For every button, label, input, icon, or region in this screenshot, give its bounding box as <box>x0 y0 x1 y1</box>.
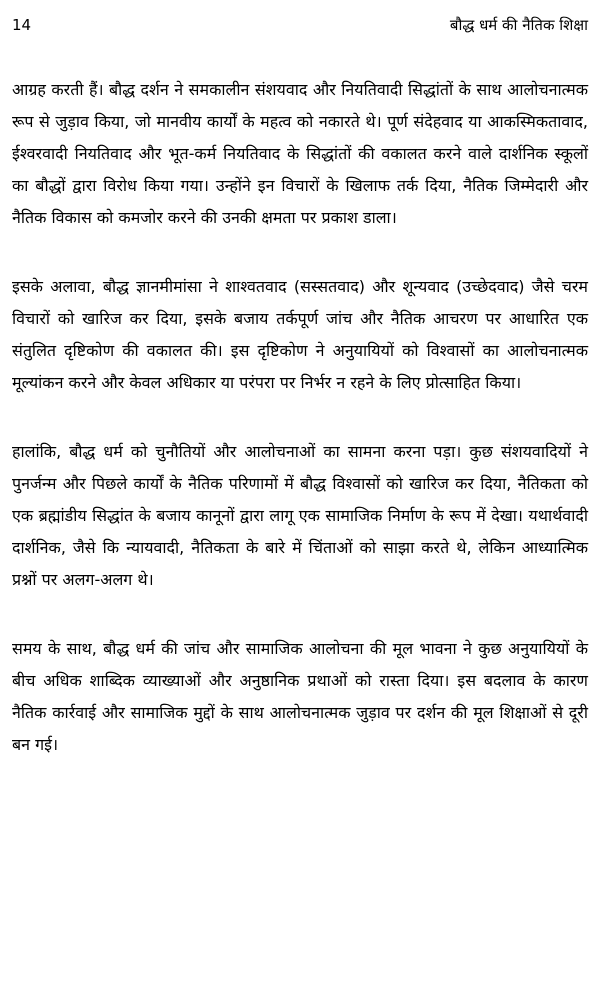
page-header <box>12 14 588 36</box>
paragraph-2: इसके अलावा, बौद्ध ज्ञानमीमांसा ने शाश्वतवाद (सस्सतवाद) और शून्यवाद (उच्छेदवाद) जैसे चरम विचारों को खारिज कर दिया, इसके बजाय तर्कपूर्ण जांच और नैतिक आचरण पर आधारित एक संतुलित दृष्टिकोण की वकालत की। इस दृष्टिकोण ने अनुयायियों को विश्वासों का आलोचनात्मक मूल्यांकन करने और केवल अधिकार या परंपरा पर निर्भर न रहने के लिए प्रोत्साहित किया। <box>12 277 588 392</box>
paragraph-1: आग्रह करती हैं। बौद्ध दर्शन ने समकालीन संशयवाद और नियतिवादी सिद्धांतों के साथ आलोचनात्मक रूप से जुड़ाव किया, जो मानवीय कार्यों के महत्व को नकारते थे। पूर्ण संदेहवाद या आकस्मिकतावाद, ईश्वरवादी नियतिवाद और भूत-कर्म नियतिवाद के सिद्धांतों की वकालत करने वाले दार्शनिक स्कूलों का बौद्धों द्वारा विरोध किया गया। उन्होंने इन विचारों के खिलाफ तर्क दिया, नैतिक जिम्मेदारी और नैतिक विकास को कमजोर करने की उनकी क्षमता पर प्रकाश डाला। <box>12 80 588 227</box>
page-number: 14 <box>12 16 32 34</box>
paragraph-4: समय के साथ, बौद्ध धर्म की जांच और सामाजिक आलोचना की मूल भावना ने कुछ अनुयायियों के बीच अधिक शाब्दिक व्याख्याओं और अनुष्ठानिक प्रथाओं को रास्ता दिया। इस बदलाव के कारण नैतिक कार्रवाई और सामाजिक मुद्दों के साथ आलोचनात्मक जुड़ाव पर दर्शन की मूल शिक्षाओं से दूरी बन गई। <box>12 639 588 754</box>
running-title: बौद्ध धर्म की नैतिक शिक्षा <box>449 16 588 34</box>
paragraph-3: हालांकि, बौद्ध धर्म को चुनौतियों और आलोचनाओं का सामना करना पड़ा। कुछ संशयवादियों ने पुनर्जन्म और पिछले कार्यों के नैतिक परिणामों में बौद्ध विश्वासों को खारिज कर दिया, नैतिकता को एक ब्रह्मांडीय सिद्धांत के बजाय कानूनों द्वारा लागू एक सामाजिक निर्माण के रूप में देखा। यथार्थवादी दार्शनिक, जैसे कि न्यायवादी, नैतिकता के बारे में चिंताओं को साझा करते थे, लेकिन आध्यात्मिक प्रश्नों पर अलग-अलग थे। <box>12 442 588 589</box>
page-body <box>12 74 588 798</box>
